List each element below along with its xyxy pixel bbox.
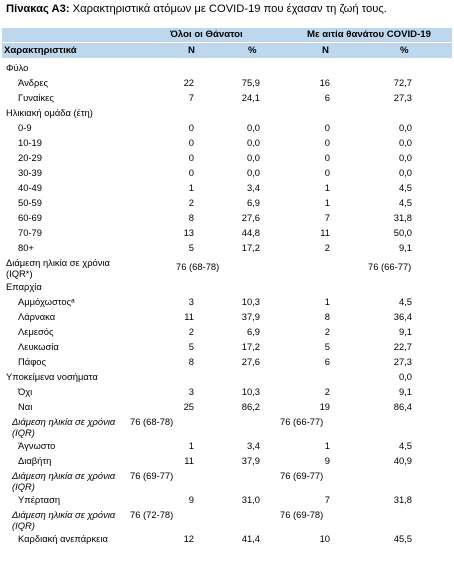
header-characteristics: Χαρακτηριστικά: [4, 45, 77, 56]
cell-n-all: 3: [188, 386, 194, 397]
cell-n-covid: 2: [324, 386, 330, 397]
cell-pct-all: 3,4: [246, 182, 260, 193]
cell-median-covid: 76 (69-78): [280, 509, 324, 520]
header-n-covid: N: [322, 45, 329, 56]
cell-n-covid: 0: [324, 167, 330, 178]
table-row: [0, 151, 454, 166]
row-label: Υπέρταση: [18, 494, 61, 505]
row-label: Λάρνακα: [18, 311, 56, 322]
row-label: 60-69: [18, 212, 42, 223]
cell-pct-all: 75,9: [241, 77, 260, 88]
row-label: Υποκείμενα νοσήματα: [6, 371, 98, 382]
table-row: [0, 211, 454, 226]
table-row: [0, 166, 454, 181]
table-row: [0, 76, 454, 91]
table-row: [0, 136, 454, 151]
cell-n-covid: 2: [324, 242, 330, 253]
cell-pct-covid: 31,8: [393, 494, 412, 505]
row-label: Όχι: [18, 386, 33, 397]
cell-n-covid: 6: [324, 92, 330, 103]
cell-n-covid: 7: [324, 494, 330, 505]
cell-n-covid: 11: [320, 227, 330, 238]
row-label: 30-39: [18, 167, 42, 178]
cell-pct-covid: 45,5: [393, 533, 412, 544]
cell-pct-covid: 31,8: [393, 212, 412, 223]
row-label: Επαρχία: [6, 281, 42, 292]
cell-pct-covid: 40,9: [393, 455, 412, 466]
cell-pct-all: 27,6: [241, 212, 260, 223]
row-label: Καρδιακή ανεπάρκεια: [18, 533, 108, 544]
cell-median-covid: 76 (69-77): [280, 470, 324, 481]
table-row: [0, 310, 454, 325]
table-row: [0, 340, 454, 355]
header-pct-covid: %: [400, 45, 409, 56]
cell-pct-covid: 27,3: [393, 92, 412, 103]
cell-pct-all: 17,2: [241, 341, 260, 352]
row-label: Αμμόχωστοςᵃ: [18, 296, 75, 307]
row-label: Λευκωσία: [18, 341, 59, 352]
row-label: 80+: [18, 242, 34, 253]
cell-n-covid: 7: [324, 212, 330, 223]
cell-n-all: 9: [188, 494, 194, 505]
cell-pct-all: 27,6: [241, 356, 260, 367]
cell-pct-all: 0,0: [246, 167, 260, 178]
table-row: [0, 469, 454, 493]
table-row: [0, 415, 454, 439]
cell-n-all: 0: [188, 137, 194, 148]
table-row: [0, 508, 454, 532]
cell-pct-all: 17,2: [241, 242, 260, 253]
cell-pct-covid: 50,0: [393, 227, 412, 238]
table-row: [0, 532, 454, 547]
cell-pct-covid: 0,0: [398, 371, 412, 382]
cell-median-covid: 76 (66-77): [280, 416, 324, 427]
row-label: Άγνωστο: [18, 440, 56, 451]
row-label: 50-59: [18, 197, 42, 208]
cell-n-all: 0: [188, 167, 194, 178]
cell-n-covid: 2: [324, 326, 330, 337]
table-row: [0, 280, 454, 295]
row-label: Ηλικιακή ομάδα (έτη): [6, 107, 93, 118]
cell-pct-all: 24,1: [241, 92, 260, 103]
cell-pct-all: 6,9: [246, 326, 260, 337]
cell-pct-all: 10,3: [241, 386, 260, 397]
cell-n-all: 3: [188, 296, 194, 307]
header-group-all-deaths: Όλοι οι Θάνατοι: [170, 29, 243, 40]
cell-n-covid: 0: [324, 152, 330, 163]
cell-pct-all: 3,4: [246, 440, 260, 451]
row-label: 20-29: [18, 152, 42, 163]
table-row: [0, 181, 454, 196]
cell-n-covid: 0: [324, 137, 330, 148]
row-label: 40-49: [18, 182, 42, 193]
cell-n-covid: 10: [319, 533, 330, 544]
cell-n-all: 13: [183, 227, 194, 238]
cell-n-all: 25: [183, 401, 194, 412]
row-label: Λεμεσός: [18, 326, 54, 337]
cell-pct-covid: 0,0: [398, 122, 412, 133]
row-label: 0-9: [18, 122, 32, 133]
cell-n-all: 11: [184, 311, 194, 322]
cell-pct-all: 31,0: [241, 494, 260, 505]
row-label: Διαβήτη: [18, 455, 52, 466]
table-row: [0, 61, 454, 76]
cell-pct-covid: 4,5: [398, 197, 412, 208]
cell-pct-covid: 9,1: [398, 386, 412, 397]
table-row: [0, 121, 454, 136]
cell-pct-all: 6,9: [246, 197, 260, 208]
table-row: [0, 226, 454, 241]
row-label: Γυναίκες: [18, 92, 54, 103]
cell-n-all: 2: [188, 326, 194, 337]
row-label: Διάμεση ηλικία σε χρόνια (IQR): [12, 509, 116, 531]
cell-pct-all: 0,0: [246, 137, 260, 148]
table-title-bold: Πίνακας Α3:: [6, 3, 70, 15]
cell-n-covid: 0: [324, 122, 330, 133]
cell-pct-covid: 0,0: [398, 152, 412, 163]
table-row: [0, 196, 454, 211]
row-label: Διάμεση ηλικία σε χρόνια (IQR*): [6, 257, 110, 279]
table-row: [0, 106, 454, 121]
cell-pct-covid: 4,5: [398, 296, 412, 307]
cell-n-covid: 5: [324, 341, 330, 352]
cell-pct-all: 0,0: [246, 122, 260, 133]
cell-median-covid: 76 (66-77): [368, 261, 412, 272]
row-label: Διάμεση ηλικία σε χρόνια (IQR): [12, 470, 116, 492]
cell-n-all: 8: [188, 356, 194, 367]
table-row: [0, 325, 454, 340]
table-row: [0, 256, 454, 280]
table-row: [0, 493, 454, 508]
cell-n-covid: 8: [324, 311, 330, 322]
cell-pct-all: 10,3: [241, 296, 260, 307]
cell-n-all: 1: [188, 440, 194, 451]
table-row: [0, 400, 454, 415]
cell-n-covid: 1: [324, 197, 330, 208]
cell-pct-all: 41,4: [241, 533, 260, 544]
table-title-text: Χαρακτηριστικά ατόμων με COVID-19 που έχασαν τη ζωή τους.: [69, 3, 387, 15]
table-row: [0, 355, 454, 370]
cell-n-covid: 19: [319, 401, 330, 412]
header-group-covid-deaths: Με αιτία θανάτου COVID-19: [307, 29, 431, 40]
cell-n-all: 2: [188, 197, 194, 208]
header-row-2: [2, 43, 452, 58]
cell-median-all: 76 (68-78): [130, 416, 174, 427]
row-label: Φύλο: [6, 62, 29, 73]
cell-n-all: 0: [188, 122, 194, 133]
row-label: Ναι: [18, 401, 33, 412]
cell-n-covid: 1: [324, 182, 330, 193]
cell-pct-all: 86,2: [241, 401, 260, 412]
cell-n-all: 12: [183, 533, 194, 544]
table-row: [0, 91, 454, 106]
header-pct-all: %: [248, 45, 257, 56]
cell-pct-covid: 72,7: [393, 77, 412, 88]
cell-pct-covid: 9,1: [398, 242, 412, 253]
cell-pct-covid: 27,3: [393, 356, 412, 367]
cell-pct-all: 37,9: [241, 311, 260, 322]
table-row: [0, 295, 454, 310]
cell-pct-covid: 4,5: [398, 182, 412, 193]
cell-pct-all: 44,8: [241, 227, 260, 238]
cell-n-covid: 1: [324, 296, 330, 307]
row-label: 10-19: [18, 137, 42, 148]
row-label: 70-79: [18, 227, 42, 238]
cell-n-all: 5: [188, 341, 194, 352]
cell-pct-covid: 36,4: [393, 311, 412, 322]
cell-pct-covid: 9,1: [398, 326, 412, 337]
table-row: [0, 241, 454, 256]
table-row: [0, 385, 454, 400]
table-row: [0, 370, 454, 385]
cell-n-all: 5: [188, 242, 194, 253]
cell-n-all: 1: [188, 182, 194, 193]
row-label: Διάμεση ηλικία σε χρόνια (IQR): [12, 416, 116, 438]
cell-n-all: 0: [188, 152, 194, 163]
cell-pct-covid: 0,0: [398, 137, 412, 148]
cell-n-all: 22: [183, 77, 194, 88]
cell-pct-covid: 22,7: [393, 341, 412, 352]
cell-median-all: 76 (72-78): [130, 509, 174, 520]
cell-n-covid: 9: [324, 455, 330, 466]
header-n-all: N: [188, 45, 195, 56]
table-row: [0, 454, 454, 469]
row-label: Άνδρες: [18, 77, 49, 88]
cell-n-all: 8: [188, 212, 194, 223]
cell-pct-covid: 86,4: [393, 401, 412, 412]
cell-n-covid: 1: [324, 440, 330, 451]
row-label: Πάφος: [18, 356, 47, 367]
table-title: [6, 3, 387, 15]
cell-n-covid: 6: [324, 356, 330, 367]
table-row: [0, 439, 454, 454]
cell-pct-all: 37,9: [241, 455, 260, 466]
cell-median-all: 76 (68-78): [176, 261, 220, 272]
cell-pct-all: 0,0: [246, 152, 260, 163]
cell-pct-covid: 4,5: [398, 440, 412, 451]
cell-n-all: 11: [184, 455, 194, 466]
cell-n-covid: 16: [319, 77, 330, 88]
header-row-1: [2, 28, 452, 42]
cell-pct-covid: 0,0: [398, 167, 412, 178]
cell-median-all: 76 (69-77): [130, 470, 174, 481]
cell-n-all: 7: [188, 92, 194, 103]
